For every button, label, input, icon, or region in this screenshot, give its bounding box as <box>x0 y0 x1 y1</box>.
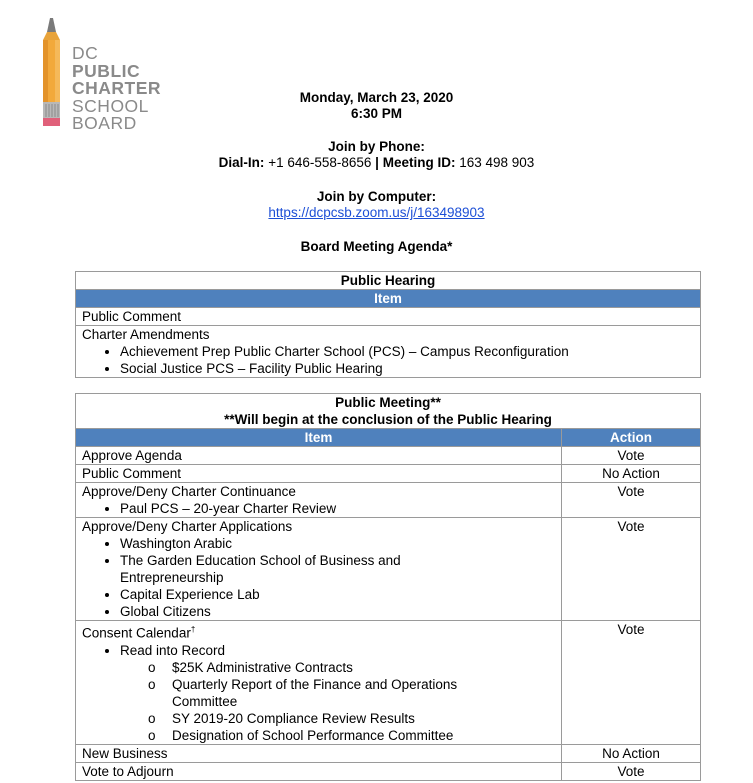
dial-in-label: Dial-In: <box>218 155 265 170</box>
agenda-title: Board Meeting Agenda* <box>300 239 453 254</box>
list-item: • Read into Record <box>120 642 555 659</box>
table-row <box>76 518 701 621</box>
list-item: • Achievement Prep Public Charter School (PCS) – Campus Reconfiguration <box>120 343 694 360</box>
table-row <box>76 483 701 518</box>
logo-line-dc: DC <box>72 43 99 63</box>
row-item: Vote to Adjourn <box>76 762 562 780</box>
row-action: Vote <box>562 447 701 465</box>
table-row <box>76 621 701 745</box>
list-item: • Washington Arabic <box>120 535 555 552</box>
phone-heading: Join by Phone: <box>328 139 425 154</box>
row-item: New Business <box>76 744 562 762</box>
meeting-time: 6:30 PM <box>350 106 403 121</box>
list-item: o $25K Administrative Contracts <box>172 659 555 676</box>
list-item: o Quarterly Report of the Finance and Operations Committee <box>172 676 555 710</box>
table-row <box>76 465 701 483</box>
list-item: • Paul PCS – 20-year Charter Review <box>120 500 555 517</box>
row-item: Consent Calendar <box>82 625 191 641</box>
logo-line-school: SCHOOL <box>72 95 149 116</box>
row-action: Vote <box>562 518 701 621</box>
zoom-link[interactable]: https://dcpcsb.zoom.us/j/163498903 <box>268 205 485 220</box>
computer-heading: Join by Computer: <box>316 189 437 204</box>
logo-line-charter: CHARTER <box>72 78 162 98</box>
table-row <box>76 744 701 762</box>
row-action: Vote <box>562 621 701 745</box>
row-action: No Action <box>562 744 701 762</box>
hearing-charter-amendments: Charter Amendments <box>82 327 210 342</box>
row-item: Public Comment <box>76 465 562 483</box>
separator: | <box>375 155 379 170</box>
list-item: o Designation of School Performance Committee <box>172 727 555 744</box>
meeting-action-header: Action <box>562 429 701 447</box>
row-action: Vote <box>562 483 701 518</box>
dial-in-line <box>0 155 753 171</box>
table-row <box>76 326 701 378</box>
computer-info <box>0 189 753 221</box>
meeting-item-header: Item <box>76 429 562 447</box>
public-meeting-table <box>75 393 701 781</box>
row-action: No Action <box>562 465 701 483</box>
public-hearing-table <box>75 271 701 378</box>
table-row <box>76 308 701 326</box>
list-item: • Global Citizens <box>120 603 555 620</box>
row-item: Approve/Deny Charter Applications <box>82 519 293 534</box>
list-item: • Capital Experience Lab <box>120 586 555 603</box>
dial-in-number: +1 646-558-8656 <box>268 155 372 170</box>
table-row <box>76 447 701 465</box>
meeting-id-label: Meeting ID: <box>382 155 456 170</box>
logo-line-board: BOARD <box>72 113 137 133</box>
hearing-item-header: Item <box>76 290 701 308</box>
list-item: o SY 2019-20 Compliance Review Results <box>172 710 555 727</box>
meeting-subtitle: **Will begin at the conclusion of the Public Hearing <box>224 412 552 427</box>
list-item: • The Garden Education School of Business and Entrepreneurship <box>120 552 555 586</box>
hearing-public-comment: Public Comment <box>76 308 701 326</box>
row-item: Approve Agenda <box>76 447 562 465</box>
row-item: Approve/Deny Charter Continuance <box>82 484 296 499</box>
logo-line-public: PUBLIC <box>72 60 141 81</box>
list-item: • Social Justice PCS – Facility Public Hearing <box>120 360 694 377</box>
row-action: Vote <box>562 762 701 780</box>
dagger-mark: † <box>190 625 196 634</box>
meeting-title-cell <box>76 394 701 429</box>
meeting-datetime <box>0 90 753 122</box>
meeting-date: Monday, March 23, 2020 <box>299 90 454 105</box>
meeting-id: 163 498 903 <box>459 155 535 170</box>
table-row <box>76 762 701 780</box>
phone-info <box>0 139 753 171</box>
hearing-title: Public Hearing <box>76 272 701 290</box>
meeting-title: Public Meeting** <box>335 395 441 410</box>
